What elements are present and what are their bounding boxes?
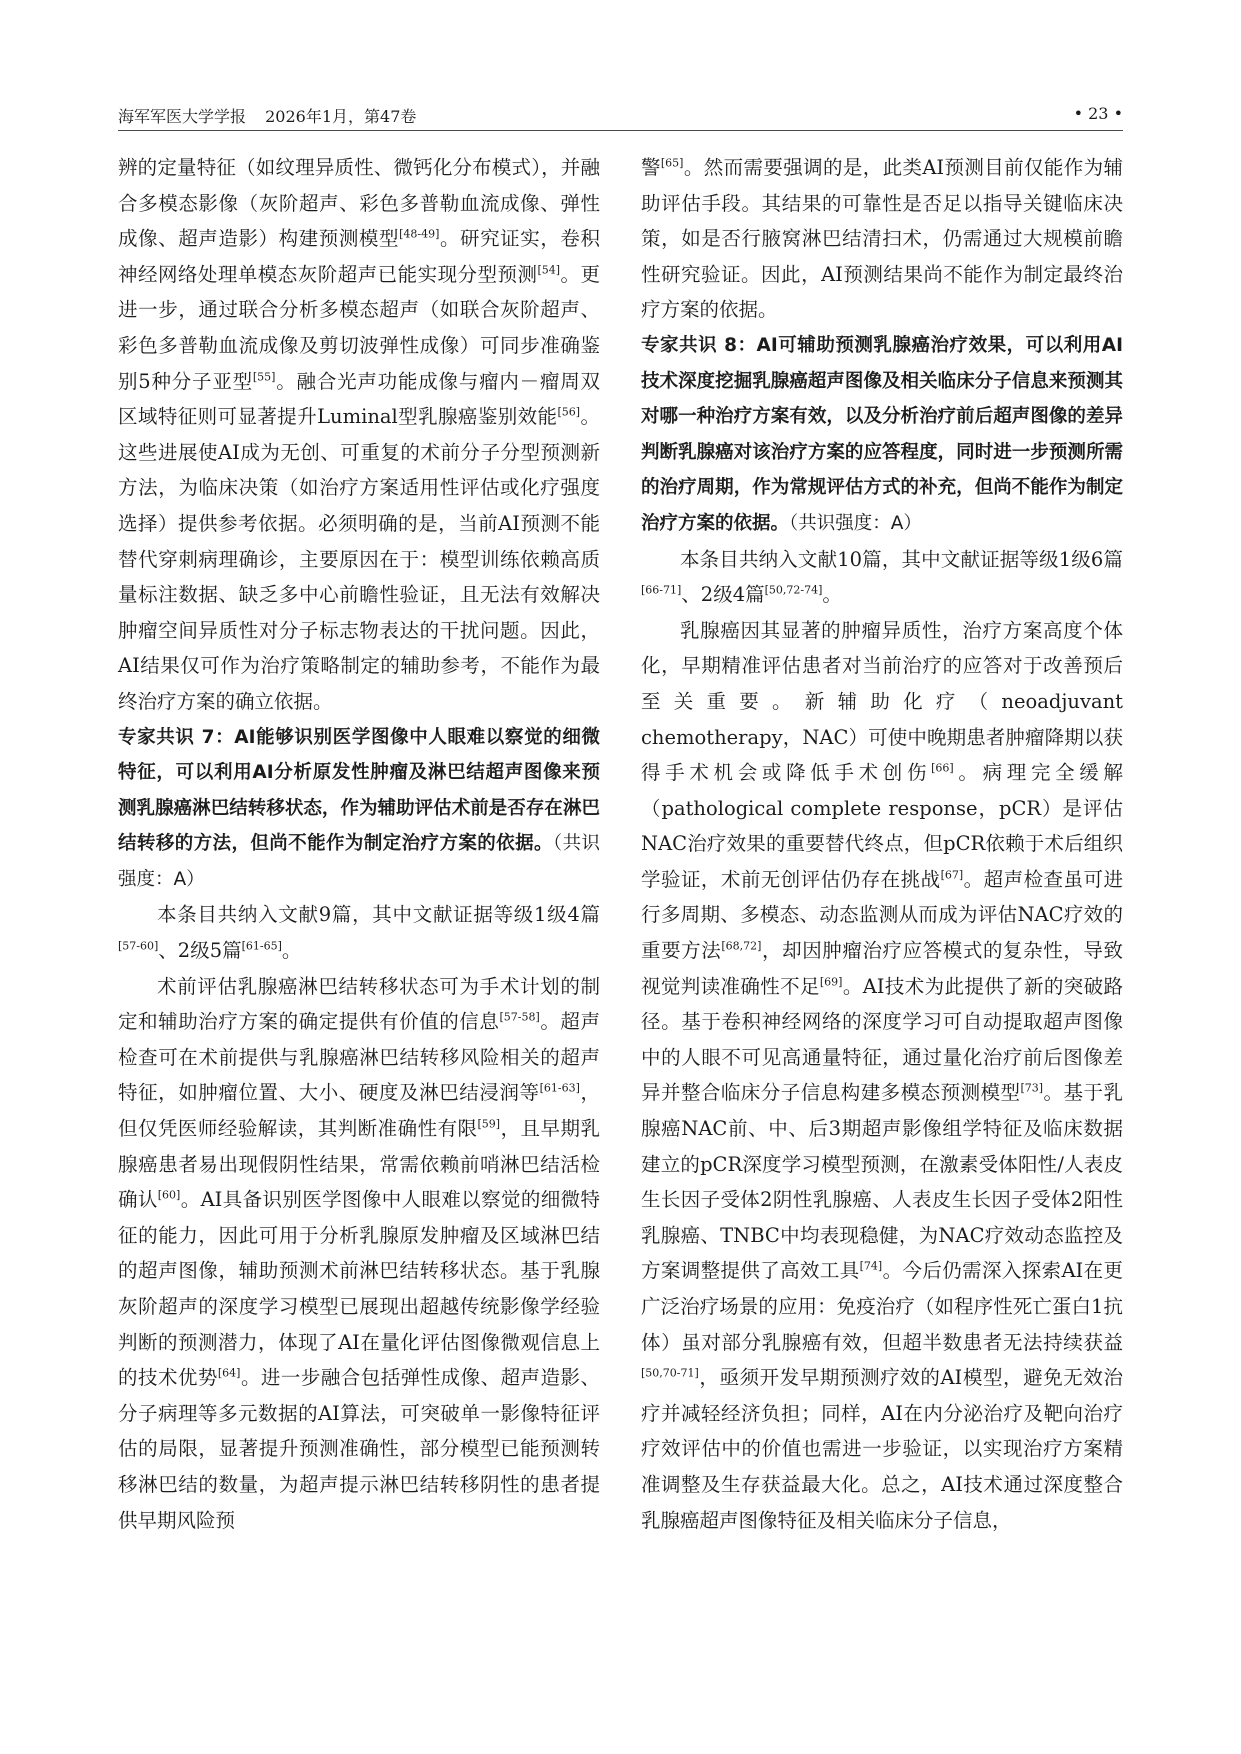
running-header [118, 96, 1123, 131]
citation-ref: [57-58] [499, 1010, 540, 1024]
consensus-strength: （共识强度：A） [789, 512, 922, 534]
body-paragraph: 乳腺癌因其显著的肿瘤异质性，治疗方案高度个体化，早期精准评估患者对当前治疗的应答对于改善预后至关重要。新辅助化疗（neoadjuvant chemotherapy，NAC）可使中晚期患者肿瘤降期以获得手术机会或降低手术创伤[66]。病理完全缓解（pathological complete response，pCR）是评估NAC治疗效果的重要替代终点，但pCR依赖于术后组织学验证，术前无创评估仍存在挑战[67]。超声检查虽可进行多周期、多模态、动态监测从而成为评估NAC疗效的重要方法[68,72]，却因肿瘤治疗应答模式的复杂性，导致视觉判读准确性不足[69]。AI技术为此提供了新的突破路径。基于卷积神经网络的深度学习可自动提取超声图像中的人眼不可见高通量特征，通过量化治疗前后图像差异并整合临床分子信息构建多模态预测模型[73]。基于乳腺癌NAC前、中、后3期超声影像组学特征及临床数据建立的pCR深度学习模型预测，在激素受体阳性/人表皮生长因子受体2阴性乳腺癌、人表皮生长因子受体2阳性乳腺癌、TNBC中均表现稳健，为NAC疗效动态监控及方案调整提供了高效工具[74]。今后仍需深入探索AI在更广泛治疗场景的应用：免疫治疗（如程序性死亡蛋白1抗体）虽对部分乳腺癌有效，但超半数患者无法持续获益[50,70-71]，亟须开发早期预测疗效的AI模型，避免无效治疗并减轻经济负担；同样，AI在内分泌治疗及靶向治疗疗效评估中的价值也需进一步验证，以实现治疗方案精准调整及生存获益最大化。总之，AI技术通过深度整合乳腺癌超声图像特征及相关临床分子信息， [641, 618, 1123, 1532]
body-paragraph: 本条目共纳入文献10篇，其中文献证据等级1级6篇[66-71]、2级4篇[50,72-74]。 [641, 547, 1123, 607]
body-paragraph: 本条目共纳入文献9篇，其中文献证据等级1级4篇[57-60]、2级5篇[61-65]。 [118, 903, 600, 963]
citation-ref: [68,72] [721, 939, 762, 953]
citation-ref: [66] [931, 761, 954, 775]
right-column [641, 150, 1123, 1538]
citation-ref: [73] [1020, 1081, 1044, 1095]
left-column [118, 150, 600, 1538]
citation-ref: [65] [660, 156, 684, 170]
citation-ref: [57-60] [118, 939, 159, 953]
citation-ref: [64] [217, 1366, 241, 1380]
citation-ref: [61-63] [539, 1081, 580, 1095]
citation-ref: [54] [537, 263, 561, 277]
citation-ref: [67] [940, 868, 964, 882]
citation-ref: [50,70-71] [641, 1366, 699, 1380]
citation-ref: [74] [859, 1259, 883, 1273]
body-paragraph: 警[65]。然而需要强调的是，此类AI预测目前仅能作为辅助评估手段。其结果的可靠性是否足以指导关键临床决策，如是否行腋窝淋巴结清扫术，仍需通过大规模前瞻性研究验证。因此，AI预测结果尚不能作为制定最终治疗方案的依据。 [641, 156, 1123, 322]
issue-info: 2026年1月，第47卷 [265, 107, 417, 126]
citation-ref: [50,72-74] [764, 583, 823, 597]
citation-ref: [61-65] [241, 939, 282, 953]
body-paragraph: 辨的定量特征（如纹理异质性、微钙化分布模式），并融合多模态影像（灰阶超声、彩色多普勒血流成像、弹性成像、超声造影）构建预测模型[48-49]。研究证实，卷积神经网络处理单模态灰阶超声已能实现分型预测[54]。更进一步，通过联合分析多模态超声（如联合灰阶超声、彩色多普勒血流成像及剪切波弹性成像）可同步准确鉴别5种分子亚型[55]。融合光声功能成像与瘤内－瘤周双区域特征则可显著提升Luminal型乳腺癌鉴别效能[56]。这些进展使AI成为无创、可重复的术前分子分型预测新方法，为临床决策（如治疗方案适用性评估或化疗强度选择）提供参考依据。必须明确的是，当前AI预测不能替代穿刺病理确诊，主要原因在于：模型训练依赖高质量标注数据、缺乏多中心前瞻性验证，且无法有效解决肿瘤空间异质性对分子标志物表达的干扰问题。因此，AI结果仅可作为治疗策略制定的辅助参考，不能作为最终治疗方案的确立依据。 [118, 156, 600, 713]
expert-consensus-statement: 专家共识 7：AI能够识别医学图像中人眼难以察觉的细微特征，可以利用AI分析原发性肿瘤及淋巴结超声图像来预测乳腺癌淋巴结转移状态，作为辅助评估术前是否存在淋巴结转移的方法，但尚不能作为制定治疗方案的依据。（共识强度：A） [118, 726, 600, 890]
citation-ref: [48-49] [399, 227, 440, 241]
citation-ref: [60] [157, 1188, 181, 1202]
header-left [118, 104, 430, 127]
citation-ref: [56] [557, 405, 581, 419]
journal-name: 海军军医大学学报 [118, 107, 247, 126]
citation-ref: [55] [252, 370, 276, 384]
page-number: • 23 • [1073, 104, 1123, 123]
expert-consensus-statement: 专家共识 8：AI可辅助预测乳腺癌治疗效果，可以利用AI技术深度挖掘乳腺癌超声图像及相关临床分子信息来预测其对哪一种治疗方案有效，以及分析治疗前后超声图像的差异判断乳腺癌对该治疗方案的应答程度，同时进一步预测所需的治疗周期，作为常规评估方式的补充，但尚不能作为制定治疗方案的依据。（共识强度：A） [641, 334, 1123, 534]
body-paragraph: 术前评估乳腺癌淋巴结转移状态可为手术计划的制定和辅助治疗方案的确定提供有价值的信息[57-58]。超声检查可在术前提供与乳腺癌淋巴结转移风险相关的超声特征，如肿瘤位置、大小、硬度及淋巴结浸润等[61-63]，但仅凭医师经验解读，其判断准确性有限[59]，且早期乳腺癌患者易出现假阴性结果，常需依赖前哨淋巴结活检确认[60]。AI具备识别医学图像中人眼难以察觉的细微特征的能力，因此可用于分析乳腺原发肿瘤及区域淋巴结的超声图像，辅助预测术前淋巴结转移状态。基于乳腺灰阶超声的深度学习模型已展现出超越传统影像学经验判断的预测潜力，体现了AI在量化评估图像微观信息上的技术优势[64]。进一步融合包括弹性成像、超声造影、分子病理等多元数据的AI算法，可突破单一影像特征评估的局限，显著提升预测准确性，部分模型已能预测转移淋巴结的数量，为超声提示淋巴结转移阴性的患者提供早期风险预 [118, 974, 600, 1532]
citation-ref: [69] [819, 975, 843, 989]
consensus-strength: （共识强度：A） [118, 833, 600, 890]
citation-ref: [66-71] [641, 583, 682, 597]
citation-ref: [59] [477, 1117, 501, 1131]
